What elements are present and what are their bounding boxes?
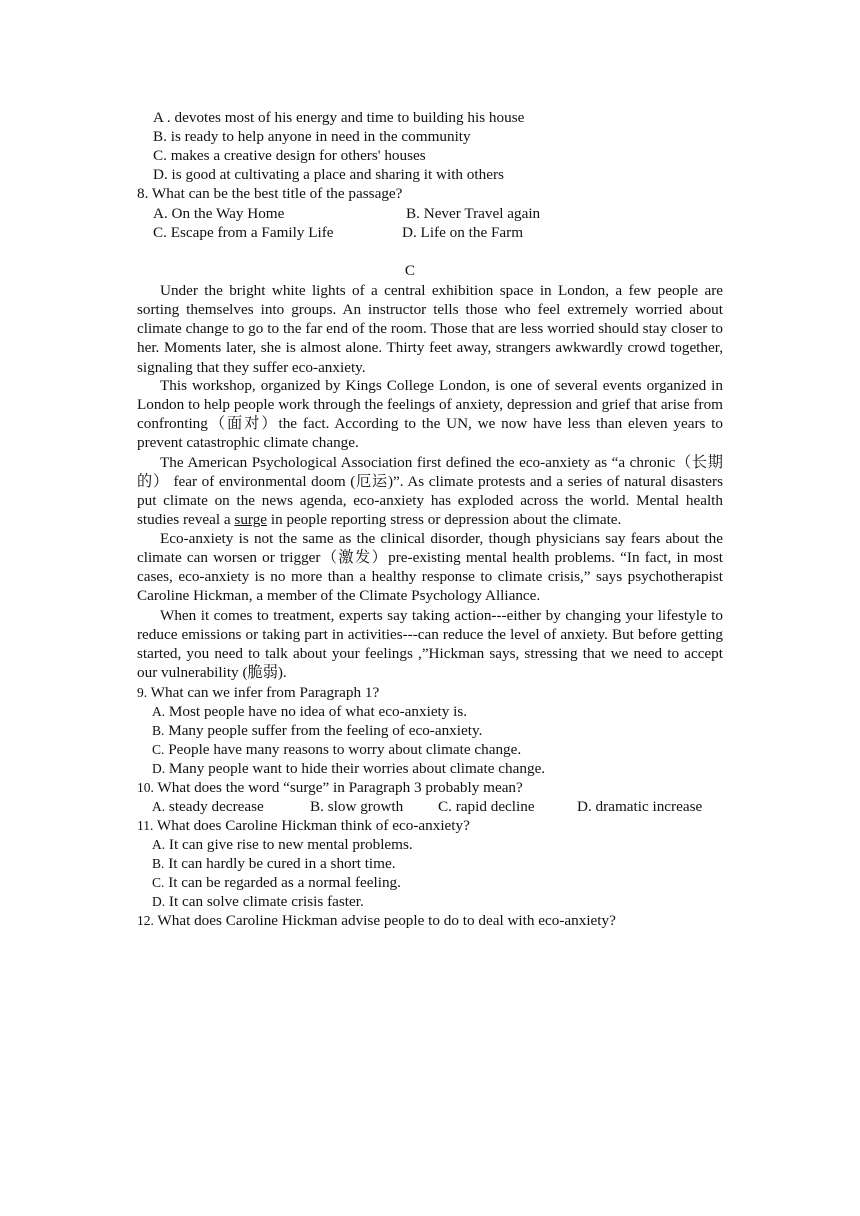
q12-number: 12. xyxy=(137,913,154,928)
passage-paragraph-2: This workshop, organized by Kings College London, is one of several events organized in London to help people work through the feelings of anxiety, depression and grief that arise from confronting（面对）the fact. According to the UN, we now have less than eleven years to prevent catastrophic climate change. xyxy=(137,377,723,452)
q11-text-b: It can hardly be cured in a short time. xyxy=(168,855,396,872)
q8-option-a: A. On the Way Home xyxy=(153,205,285,222)
q10-option-c: C. rapid decline xyxy=(438,798,535,815)
question-9 xyxy=(137,683,379,702)
q11-letter-b: B. xyxy=(152,856,165,871)
section-letter: C xyxy=(404,262,416,279)
question-11 xyxy=(137,816,470,835)
q10-option-d: D. dramatic increase xyxy=(577,798,703,815)
q10-stem: What does the word “surge” in Paragraph 3 probably mean? xyxy=(157,779,523,796)
q9-text-d: Many people want to hide their worries about climate change. xyxy=(168,760,546,777)
q9-text-c: People have many reasons to worry about climate change. xyxy=(168,741,522,758)
q11-text-c: It can be regarded as a normal feeling. xyxy=(168,874,401,891)
passage-paragraph-4: Eco-anxiety is not the same as the clinical disorder, though physicians say fears about the climate can worsen or trigger（激发）pre-existing mental health problems. “In fact, in most cases, eco-anxiety is no more than a healthy response to climate crisis,” says psychotherapist Caroline Hickman, a member of the Climate Psychology Alliance. xyxy=(137,530,723,605)
q9-option-d xyxy=(152,759,545,778)
passage-paragraph-5: When it comes to treatment, experts say taking action---either by changing your lifestyle to reduce emissions or taking part in activities---can reduce the level of anxiety. But before getting started, you need to talk about your feelings ,”Hickman says, stressing that we need to accept our vulnerability (脆弱). xyxy=(137,607,723,682)
q9-stem: What can we infer from Paragraph 1? xyxy=(150,684,380,701)
q12-stem: What does Caroline Hickman advise people to do to deal with eco-anxiety? xyxy=(157,912,616,929)
q10-number: 10. xyxy=(137,780,154,795)
q11-option-d xyxy=(152,892,364,911)
q9-text-b: Many people suffer from the feeling of eco-anxiety. xyxy=(168,722,483,739)
q11-number: 11. xyxy=(137,818,154,833)
q9-letter-d: D. xyxy=(152,761,166,776)
q10-option-a xyxy=(152,797,264,816)
p3-underlined-word: surge xyxy=(234,511,268,529)
q10-text-a: steady decrease xyxy=(168,798,264,815)
q9-option-c xyxy=(152,740,521,759)
prev-option-a: A . devotes most of his energy and time to building his house xyxy=(153,109,525,126)
q9-number: 9. xyxy=(137,685,148,700)
q11-option-b xyxy=(152,854,396,873)
q9-option-a xyxy=(152,702,467,721)
prev-option-b: B. is ready to help anyone in need in the community xyxy=(153,128,471,145)
q11-letter-d: D. xyxy=(152,894,166,909)
q10-letter-a: A. xyxy=(152,799,166,814)
q8-option-d: D. Life on the Farm xyxy=(402,224,524,241)
question-8-stem: 8. What can be the best title of the passage? xyxy=(137,185,403,202)
prev-option-d: D. is good at cultivating a place and sharing it with others xyxy=(153,166,504,183)
q11-text-a: It can give rise to new mental problems. xyxy=(168,836,413,853)
question-10 xyxy=(137,778,523,797)
q11-option-c xyxy=(152,873,401,892)
q11-letter-c: C. xyxy=(152,875,165,890)
q9-letter-a: A. xyxy=(152,704,166,719)
p3-text-after: in people reporting stress or depression about the climate. xyxy=(267,511,622,529)
q11-stem: What does Caroline Hickman think of eco-anxiety? xyxy=(156,817,470,834)
q8-option-b: B. Never Travel again xyxy=(406,205,541,222)
q9-letter-c: C. xyxy=(152,742,165,757)
q11-option-a xyxy=(152,835,413,854)
prev-option-c: C. makes a creative design for others' houses xyxy=(153,147,426,164)
question-12 xyxy=(137,911,616,930)
q11-text-d: It can solve climate crisis faster. xyxy=(168,893,364,910)
q11-letter-a: A. xyxy=(152,837,166,852)
passage-paragraph-3 xyxy=(137,453,723,530)
q9-text-a: Most people have no idea of what eco-anxiety is. xyxy=(168,703,468,720)
q10-option-b: B. slow growth xyxy=(310,798,404,815)
q8-option-c: C. Escape from a Family Life xyxy=(153,224,334,241)
p3-text-before: The American Psychological Association first defined the eco-anxiety as “a chronic（长期的） fear of environmental doom (厄运)”. As climate protests and a series of natural disasters put climate on the news agenda, eco-anxiety has exploded across the world. Mental health studies reveal a xyxy=(137,454,723,529)
passage-paragraph-1: Under the bright white lights of a central exhibition space in London, a few people are sorting themselves into groups. An instructor tells those who feel extremely worried about climate change to go to the far end of the room. Those that are less worried should stay closer to her. Moments later, she is almost alone. Thirty feet away, strangers awkwardly crowd together, signaling that they suffer eco-anxiety. xyxy=(137,282,723,376)
q9-letter-b: B. xyxy=(152,723,165,738)
q9-option-b xyxy=(152,721,482,740)
